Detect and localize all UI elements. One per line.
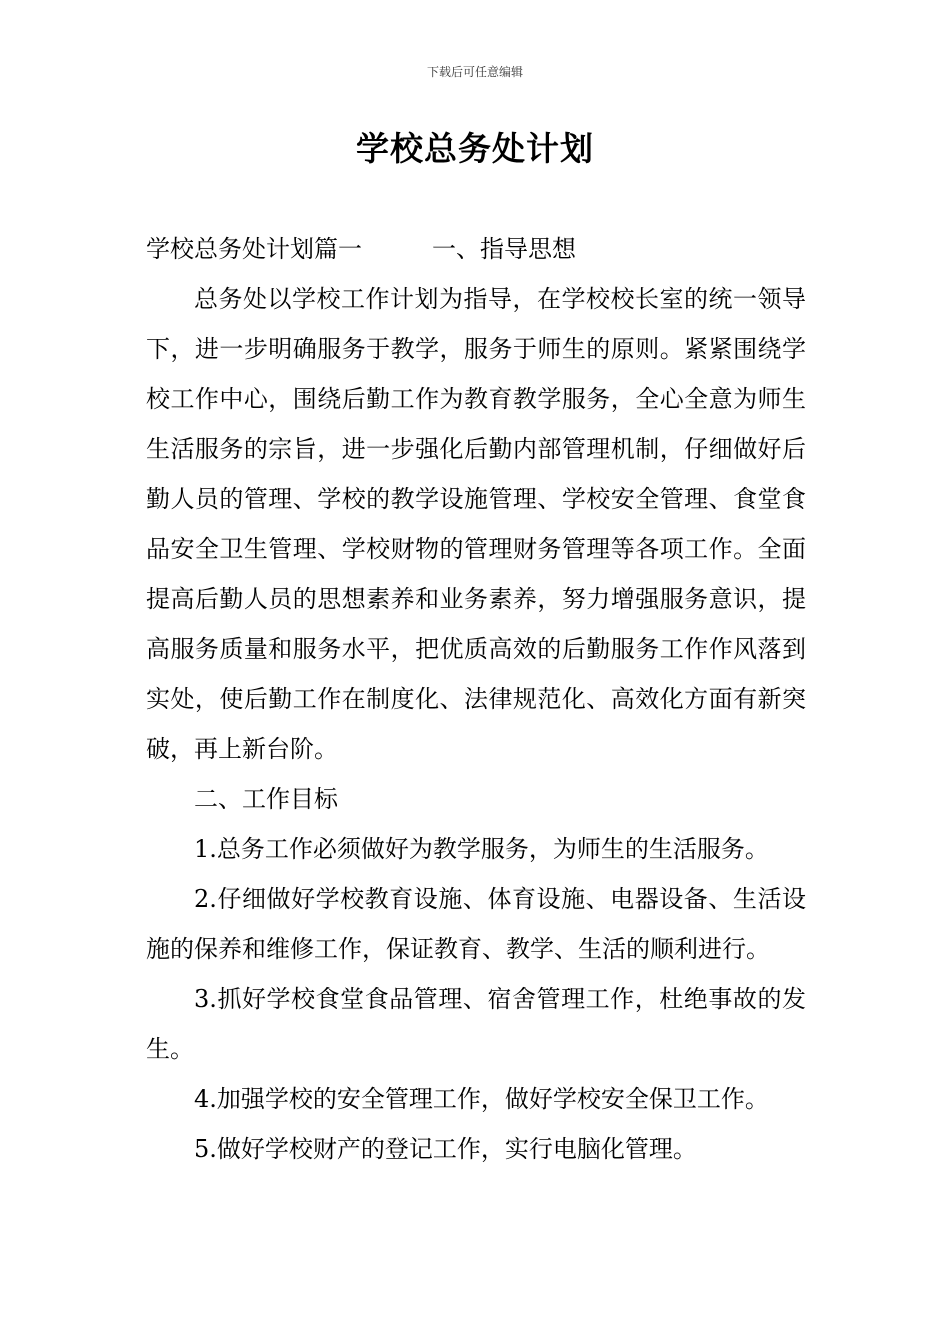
document-title: 学校总务处计划 (356, 129, 594, 168)
section-heading-2: 二、工作目标 (194, 785, 338, 813)
goal-item-1: 1.总务工作必须做好为教学服务，为师生的生活服务。 (194, 835, 769, 863)
goal-item-3: 3.抓好学校食堂食品管理、宿舍管理工作，杜绝事故的发生。 (146, 985, 806, 1063)
document-body (146, 224, 806, 1174)
goal-item-2: 2.仔细做好学校教育设施、体育设施、电器设备、生活设施的保养和维修工作，保证教育、教学、生活的顺利进行。 (146, 885, 806, 963)
header-note: 下载后可任意编辑 (426, 65, 523, 79)
first-line (146, 224, 806, 274)
goal-item-5: 5.做好学校财产的登记工作，实行电脑化管理。 (194, 1135, 697, 1163)
section-heading-1: 一、指导思想 (432, 235, 576, 263)
goal-item-4: 4.加强学校的安全管理工作，做好学校安全保卫工作。 (194, 1085, 769, 1113)
paragraph-guiding-idea: 总务处以学校工作计划为指导，在学校校长室的统一领导下，进一步明确服务于教学，服务于师生的原则。紧紧围绕学校工作中心，围绕后勤工作为教育教学服务，全心全意为师生生活服务的宗旨，进一步强化后勤内部管理机制，仔细做好后勤人员的管理、学校的教学设施管理、学校安全管理、食堂食品安全卫生管理、学校财物的管理财务管理等各项工作。全面提高后勤人员的思想素养和业务素养，努力增强服务意识，提高服务质量和服务水平，把优质高效的后勤服务工作作风落到实处，使后勤工作在制度化、法律规范化、高效化方面有新突破，再上新台阶。 (146, 285, 806, 763)
section-lead: 学校总务处计划篇一 (146, 235, 362, 263)
